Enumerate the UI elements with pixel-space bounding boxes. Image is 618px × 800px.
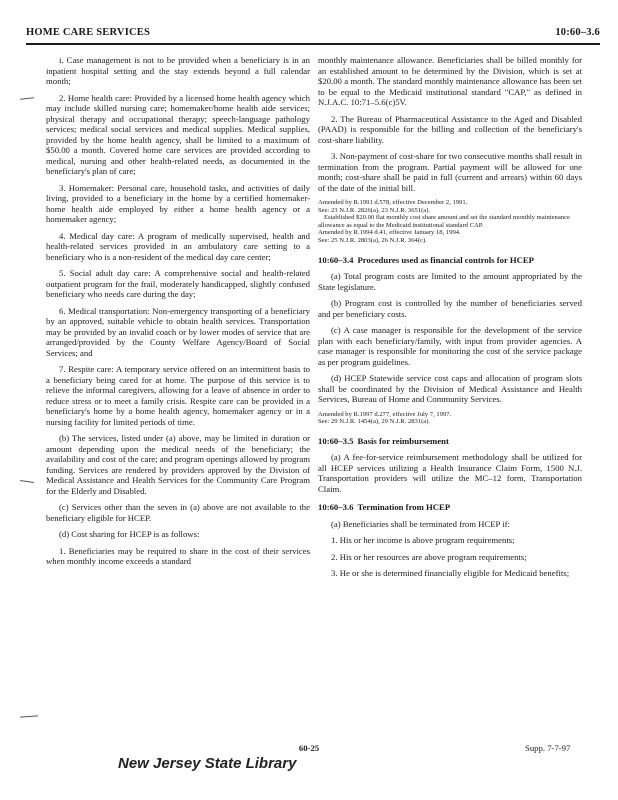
history-note: Amended by R.1991 d.578, effective December 2, 1991.: [318, 199, 468, 206]
history-note: See: 29 N.J.R. 1454(a), 29 N.J.R. 2831(a).: [318, 418, 431, 426]
paragraph: 2. His or her resources are above program requirements;: [331, 551, 527, 562]
paragraph: (c) Services other than the seven in (a) above are not available to the beneficiary eligible for HCEP.: [46, 502, 310, 523]
history-note: Amended by R.1994 d.41, effective January 18, 1994.: [318, 229, 461, 237]
header-title: HOME CARE SERVICES: [26, 27, 151, 38]
paragraph: (d) Cost sharing for HCEP is as follows:: [59, 529, 200, 539]
paragraph: 6. Medical transportation: Non-emergency transporting of a beneficiary by an approved, suitable vehicle to obtain health services. Transportation may be provided by an invalid coach or by lower modes of service that are arranged/provided by the County Welfare Agency/Board of Social Services; and: [46, 305, 310, 358]
section-title: Basis for reimbursement: [357, 435, 449, 446]
margin-mark: [20, 97, 34, 99]
header-rule: [26, 43, 600, 45]
library-stamp: New Jersey State Library: [118, 755, 297, 772]
section-title: Termination from HCEP: [357, 502, 451, 513]
history-notes: [318, 411, 582, 426]
paragraph: 1. Beneficiaries may be required to share in the cost of their services when monthly income exceeds a standard: [46, 545, 310, 566]
section-title: Procedures used as financial controls for HCEP: [357, 254, 534, 265]
paragraph: (b) Program cost is controlled by the number of beneficiaries served and per beneficiary costs.: [318, 298, 582, 319]
paragraph: monthly maintenance allowance. Beneficiaries shall be billed monthly for an established amount to be determined by the Division, which is set at $20.00 a month. The standard monthly maintenance allowance has been set to be equal to the Medicaid institutional standard "CAP," as defined in N.J.A.C. 10:71–5.6(c)5V.: [318, 55, 582, 107]
history-note: See: 25 N.J.R. 2803(a), 26 N.J.R. 364(c).: [318, 236, 427, 244]
paragraph: (d) HCEP Statewide service cost caps and allocation of program slots shall be coordinated by the Division of Medical Assistance and Health Services, Bureau of Home and Community Services.: [318, 373, 582, 405]
paragraph: (a) Beneficiaries shall be terminated from HCEP if:: [331, 518, 510, 529]
history-notes: [318, 199, 582, 245]
paragraph: 3. Homemaker: Personal care, household tasks, and activities of daily living, provided to a beneficiary in the home by a certified homemaker-home health aide employed by either a home health agency or a homemaker agency;: [46, 182, 310, 224]
header-section-number: 10:60–3.6: [555, 27, 600, 38]
running-header: [26, 27, 600, 38]
paragraph: (a) A fee-for-service reimbursement methodology shall be utilized for all HCEP services utilizing a Health Insurance Claim Form, 1500 N.J. Transportation providers will utilize the MC–12 form, Transportation Claim.: [318, 452, 582, 494]
right-column: [318, 55, 582, 585]
margin-mark: [20, 715, 38, 717]
page-number: 60-25: [298, 743, 320, 753]
paragraph: (a) Total program costs are limited to the amount appropriated by the State legislature.: [318, 271, 582, 292]
section-number: 10:60–3.4: [318, 254, 354, 265]
paragraph: 2. Home health care: Provided by a licensed home health agency which may include skilled nursing care; homemaker/home health aide services; physical therapy and occupational therapy; speech-language pathology services; medical social services and medical supplies. Medical supplies, provided by the home health agency, shall be limited to a maximum of $50.00 a month. Covered home care services are provided according to medical, nursing and other health-related needs, as documented in the beneficiary's plan of care;: [46, 92, 310, 176]
section-number: 10:60–3.5: [318, 435, 354, 446]
section-heading: [318, 255, 582, 266]
left-column: [46, 55, 310, 573]
history-note: Amended by R.1997 d.277, effective July 7, 1997.: [318, 410, 452, 418]
paragraph: (b) The services, listed under (a) above, may be limited in duration or amount depending upon the medical needs of the beneficiary; the availability and cost of the care; and program openings allowed by program funding. Services are rendered by providers approved by the Division of Medical Assistance and Health Services for the Community Care Program for the Elderly and Disabled.: [46, 433, 310, 496]
paragraph: 3. Non-payment of cost-share for two consecutive months shall result in termination from the program. Partial payment will be allowed for one month; cost-share shall be paid in full (current and arrears) within 60 days of the date of the initial bill.: [318, 151, 582, 193]
history-note: See: 23 N.J.R. 2826(a), 23 N.J.R. 3651(a).: [318, 206, 431, 214]
paragraph: (c) A case manager is responsible for the development of the service plan with each beneficiary/family, with input from provider agencies. A case manager is responsible for monitoring the cost of the service package as per program guidelines.: [318, 325, 582, 367]
section-heading: [318, 502, 582, 513]
paragraph: 1. His or her income is above program requirements;: [331, 535, 515, 546]
section-number: 10:60–3.6: [318, 502, 354, 513]
paragraph: 2. The Bureau of Pharmaceutical Assistance to the Aged and Disabled (PAAD) is responsible for the billing and collection of the beneficiary's cost-share liability.: [318, 113, 582, 145]
history-note: Established $20.00 flat monthly cost share amount and set the standard monthly maintenance allowance as equal to the Medicaid institutional standard CAP.: [318, 214, 570, 229]
paragraph: i. Case management is not to be provided when a beneficiary is in an inpatient hospital setting and the stay extends beyond a full calendar month;: [46, 55, 310, 86]
paragraph: 5. Social adult day care: A comprehensive social and health-related outpatient program for the frail, moderately handicapped, slightly confused beneficiary who needs care during the day;: [46, 268, 310, 299]
margin-mark: [20, 480, 34, 483]
paragraph: 7. Respite care: A temporary service offered on an intermittent basis to a beneficiary being cared for at home. The purpose of this service is to relieve the informal caregivers, allowing for a leave of absence in order to reduce stress or to meet a family crisis. Respite care can be provided in a beneficiary's home by a home health agency, homemaker agency or in a nursing facility for limited periods of time.: [46, 364, 310, 427]
supplement-date: Supp. 7-7-97: [525, 743, 571, 753]
paragraph: 4. Medical day care: A program of medically supervised, health and health-related services provided in an ambulatory care setting to a beneficiary who is a non-resident of the medical day care center;: [46, 230, 310, 262]
paragraph: 3. He or she is determined financially eligible for Medicaid benefits;: [331, 568, 570, 579]
section-heading: [318, 436, 582, 447]
